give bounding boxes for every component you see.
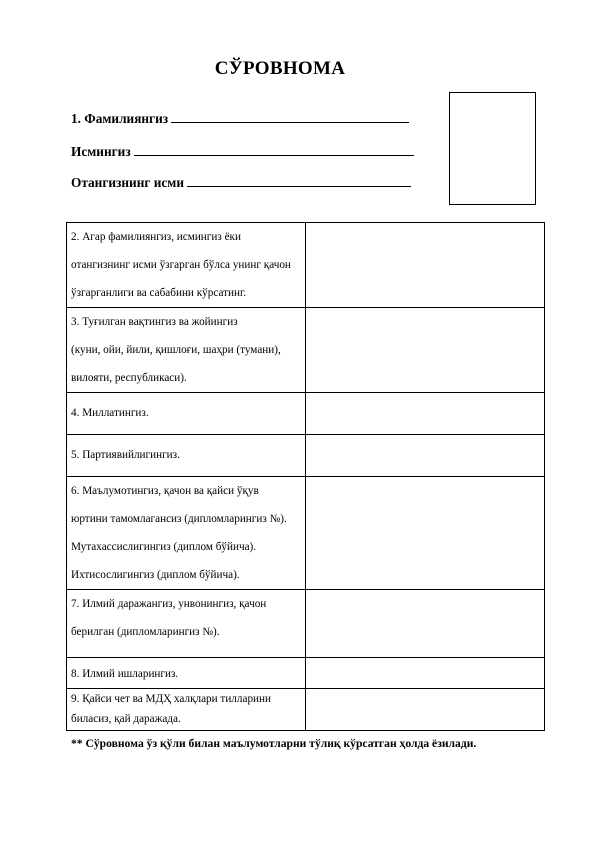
name-field[interactable] bbox=[71, 144, 414, 160]
question-text: берилган (дипломларингиз №). bbox=[71, 626, 220, 638]
question-cell bbox=[67, 435, 306, 477]
answer-cell[interactable] bbox=[306, 393, 545, 435]
question-text: вилояти, республикаси). bbox=[71, 372, 187, 384]
table-row bbox=[67, 393, 545, 435]
answer-cell[interactable] bbox=[306, 223, 545, 308]
table-row bbox=[67, 590, 545, 658]
answer-cell[interactable] bbox=[306, 308, 545, 393]
table-row bbox=[67, 223, 545, 308]
question-text: 4. Миллатингиз. bbox=[71, 407, 149, 419]
question-text: Ихтисослигингиз (диплом бўйича). bbox=[71, 569, 240, 581]
table-row bbox=[67, 689, 545, 731]
answer-cell[interactable] bbox=[306, 590, 545, 658]
footer-note: ** Сўровнома ўз қўли билан маълумотларни тўлиқ кўрсатган ҳолда ёзилади. bbox=[71, 737, 477, 750]
answer-cell[interactable] bbox=[306, 658, 545, 689]
surname-blank[interactable] bbox=[171, 111, 409, 123]
question-text: 9. Қайси чет ва МДҲ халқлари тилларини bbox=[71, 693, 271, 705]
question-cell bbox=[67, 223, 306, 308]
question-text: юртини тамомлагансиз (дипломларингиз №). bbox=[71, 513, 287, 525]
answer-cell[interactable] bbox=[306, 689, 545, 731]
question-cell bbox=[67, 477, 306, 590]
answer-cell[interactable] bbox=[306, 477, 545, 590]
patronymic-blank[interactable] bbox=[187, 175, 411, 187]
question-cell bbox=[67, 308, 306, 393]
question-cell bbox=[67, 658, 306, 689]
question-text: 6. Маълумотингиз, қачон ва қайси ўқув bbox=[71, 485, 259, 497]
questionnaire-table bbox=[66, 222, 545, 731]
question-text: Мутахассислигингиз (диплом бўйича). bbox=[71, 541, 257, 553]
surname-label: 1. Фамилиянгиз bbox=[71, 111, 169, 126]
table-row bbox=[67, 477, 545, 590]
question-text: 3. Туғилган вақтингиз ва жойингиз bbox=[71, 316, 238, 328]
question-text: 7. Илмий даражангиз, унвонингиз, қачон bbox=[71, 598, 267, 610]
question-text: 8. Илмий ишларингиз. bbox=[71, 668, 179, 680]
answer-cell[interactable] bbox=[306, 435, 545, 477]
photo-box bbox=[449, 92, 536, 205]
question-text: ўзгарганлиги ва сабабини кўрсатинг. bbox=[71, 287, 247, 299]
patronymic-field[interactable] bbox=[71, 175, 411, 191]
question-text: (куни, ойи, йили, қишлоғи, шаҳри (тумани), bbox=[71, 344, 281, 356]
question-cell bbox=[67, 393, 306, 435]
question-text: 2. Агар фамилиянгиз, исмингиз ёки bbox=[71, 231, 241, 243]
table-row bbox=[67, 658, 545, 689]
question-text: 5. Партиявийлигингиз. bbox=[71, 449, 180, 461]
name-label: Исмингиз bbox=[71, 144, 131, 159]
page-title: СЎРОВНОМА bbox=[214, 58, 346, 79]
question-text: отангизнинг исми ўзгарган бўлса унинг қачон bbox=[71, 259, 291, 271]
surname-field[interactable] bbox=[71, 111, 409, 127]
name-blank[interactable] bbox=[134, 144, 414, 156]
table-row bbox=[67, 308, 545, 393]
table-row bbox=[67, 435, 545, 477]
question-text: биласиз, қай даражада. bbox=[71, 713, 181, 725]
question-cell bbox=[67, 590, 306, 658]
question-cell bbox=[67, 689, 306, 731]
patronymic-label: Отангизнинг исми bbox=[71, 175, 185, 190]
